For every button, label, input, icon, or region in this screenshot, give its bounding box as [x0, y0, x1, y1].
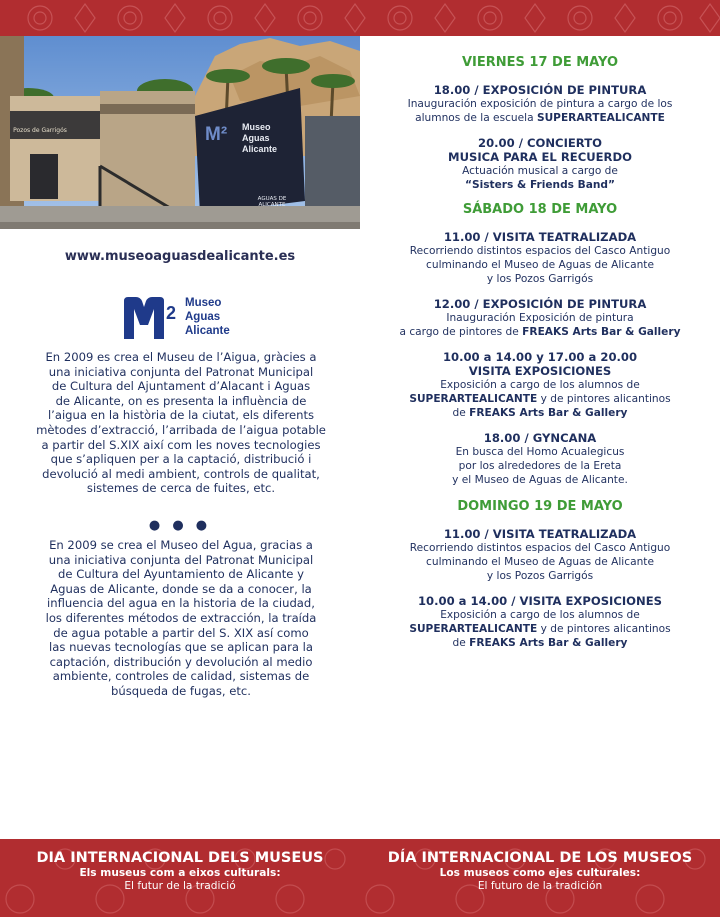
- text-line: En 2009 es crea el Museu de l’Aigua, gràcies a: [45, 350, 317, 364]
- description-text: de: [452, 407, 470, 419]
- description-text: Recorriendo distintos espacios del Casco Antiguo: [409, 542, 671, 554]
- text-line: búsqueda de fugas, etc.: [111, 683, 251, 698]
- website-url[interactable]: www.museoaguasdealicante.es: [64, 249, 296, 264]
- description-text: y los Pozos Garrigós: [486, 570, 594, 582]
- event-description: [360, 378, 720, 392]
- footer-tagline: El futur de la tradició: [124, 880, 236, 892]
- event-item: [360, 230, 720, 286]
- event-description: [360, 325, 720, 339]
- sign-line: Aguas: [242, 133, 270, 143]
- event-description: [360, 97, 720, 111]
- event-description: [360, 636, 720, 650]
- highlight-text: SUPERARTEALICANTE: [409, 393, 538, 405]
- text-line: de Alicante, on es presenta la influència de: [55, 393, 307, 408]
- museum-logo: [122, 295, 242, 341]
- event-description: [360, 244, 720, 258]
- event-description: [360, 406, 720, 420]
- footer-title: DÍA INTERNACIONAL DE LOS MUSEOS: [387, 850, 693, 866]
- intro-paragraph-spanish: [30, 538, 332, 699]
- top-pattern-band: [0, 0, 720, 36]
- description-text: En busca del Homo Acualegicus: [455, 446, 625, 458]
- text-line: una iniciativa conjunta del Patronat Municipal: [48, 552, 314, 567]
- event-description: [360, 555, 720, 569]
- sign-text: [242, 122, 277, 155]
- event-description: [360, 445, 720, 459]
- event-title: 20.00 / CONCIERTO: [478, 136, 602, 150]
- footer-subtitle: Els museus com a eixos culturals:: [79, 867, 281, 879]
- day-heading: DOMINGO 19 DE MAYO: [457, 499, 623, 514]
- text-line: los diferentes métodos de extracción, la traída: [45, 610, 317, 625]
- m2-logo-icon: [122, 295, 184, 341]
- description-text: a cargo de pintores de: [399, 326, 523, 338]
- description-text: y los Pozos Garrigós: [486, 273, 594, 285]
- description-text: por los alrededores de la Ereta: [458, 460, 622, 472]
- event-description: [360, 111, 720, 125]
- text-line: mètodes d’extracció, l’arribada de l’aigua potable: [36, 422, 326, 437]
- description-text: Exposición a cargo de los alumnos de: [440, 609, 640, 621]
- intro-paragraph-catalan: [30, 350, 332, 496]
- day-heading: VIERNES 17 DE MAYO: [461, 55, 618, 70]
- sign-line: Museo: [242, 122, 271, 132]
- day-heading: SÁBADO 18 DE MAYO: [462, 202, 618, 217]
- event-description: [360, 272, 720, 286]
- text-line: de Cultura del Ayuntamiento de Alicante y: [58, 567, 304, 582]
- description-text: y de pintores alicantinos: [537, 623, 671, 635]
- sign-brand: AGUAS DE ALICANTE: [257, 196, 287, 208]
- event-title: 11.00 / VISITA TEATRALIZADA: [443, 527, 637, 541]
- event-title: VISITA EXPOSICIONES: [468, 364, 612, 378]
- footer-subtitle: Los museos como ejes culturales:: [439, 867, 641, 879]
- svg-text:2: 2: [166, 303, 177, 323]
- event-description: [360, 569, 720, 583]
- highlight-text: FREAKS Arts Bar & Gallery: [469, 407, 628, 419]
- event-description: [360, 473, 720, 487]
- event-description: [360, 258, 720, 272]
- event-description: [360, 608, 720, 622]
- logo-line: Aguas: [185, 311, 221, 323]
- footer-title: DIA INTERNACIONAL DELS MUSEUS: [36, 850, 324, 866]
- description-text: culminando el Museo de Aguas de Alicante: [426, 556, 654, 568]
- text-line: captación, distribución y devolución al medio: [49, 654, 313, 669]
- event-title: 10.00 a 14.00 / VISITA EXPOSICIONES: [417, 594, 663, 608]
- text-line: En 2009 se crea el Museo del Agua, gracias a: [49, 538, 313, 552]
- event-description: [360, 622, 720, 636]
- text-line: a partir del S.XIX així com les noves tecnologies: [41, 437, 321, 452]
- text-line: de Cultura del Ajuntament d’Alacant i Aguas: [51, 379, 311, 394]
- event-description: [360, 311, 720, 325]
- event-description: [360, 178, 720, 192]
- footer-tagline: El futuro de la tradición: [477, 880, 603, 892]
- text-line: que s’apliquen per a la captació, distribució i: [50, 452, 312, 467]
- text-line: las nuevas tecnologías que se aplican para la: [49, 640, 313, 655]
- logo-wordmark: [185, 296, 230, 338]
- description-text: Inauguración Exposición de pintura: [446, 312, 634, 324]
- text-line: influencia del agua en la historia de la ciudad,: [47, 596, 315, 611]
- event-item: [360, 297, 720, 339]
- text-line: Aguas de Alicante, donde se da a conocer, la: [50, 581, 312, 596]
- event-description: [360, 459, 720, 473]
- event-item: [360, 431, 720, 487]
- description-text: Inauguración exposición de pintura a cargo de los: [407, 98, 673, 110]
- logo-line: Alicante: [185, 325, 230, 337]
- description-text: Actuación musical a cargo de: [462, 165, 618, 177]
- footer-catalan: [0, 850, 360, 893]
- text-line: sistemes de cerca de fuites, etc.: [86, 481, 276, 496]
- sign-logo-mark: M²: [205, 124, 228, 145]
- event-item: [360, 83, 720, 125]
- text-line: de agua potable a partir del S. XIX así como: [53, 625, 309, 640]
- plaque-text: Pozos de Garrigós: [13, 127, 67, 134]
- ornament-pattern: [0, 0, 720, 36]
- event-description: [360, 392, 720, 406]
- description-text: y de pintores alicantinos: [537, 393, 671, 405]
- event-program: [360, 55, 720, 650]
- event-description: [360, 164, 720, 178]
- highlight-text: FREAKS Arts Bar & Gallery: [469, 637, 628, 649]
- highlight-text: SUPERARTEALICANTE: [409, 623, 538, 635]
- text-line: ambiente, controles de calidad, sistemas de: [52, 669, 310, 684]
- event-title: 18.00 / EXPOSICIÓN DE PINTURA: [433, 83, 647, 97]
- event-title: MUSICA PARA EL RECUERDO: [448, 150, 632, 164]
- event-title: 11.00 / VISITA TEATRALIZADA: [443, 230, 637, 244]
- event-item: [360, 527, 720, 583]
- highlight-text: “Sisters & Friends Band”: [465, 179, 615, 191]
- event-title: 18.00 / GYNCANA: [483, 431, 597, 445]
- description-text: de: [452, 637, 470, 649]
- highlight-text: FREAKS Arts Bar & Gallery: [522, 326, 681, 338]
- logo-line: Museo: [185, 297, 222, 309]
- event-title: 10.00 a 14.00 y 17.00 a 20.00: [442, 350, 638, 364]
- sign-line: Alicante: [242, 144, 278, 154]
- museum-photo: [0, 36, 360, 229]
- event-item: [360, 350, 720, 420]
- separator-dots: ● ● ●: [148, 518, 212, 533]
- description-text: culminando el Museo de Aguas de Alicante: [426, 259, 654, 271]
- text-line: una iniciativa conjunta del Patronat Municipal: [48, 364, 314, 379]
- highlight-text: SUPERARTEALICANTE: [536, 112, 665, 124]
- description-text: alumnos de la escuela: [415, 112, 537, 124]
- footer-spanish: [360, 850, 720, 893]
- event-description: [360, 541, 720, 555]
- text-line: l’aigua en la història de la ciutat, els diferents: [47, 408, 315, 423]
- description-text: Exposición a cargo de los alumnos de: [440, 379, 640, 391]
- description-text: Recorriendo distintos espacios del Casco Antiguo: [409, 245, 671, 257]
- event-title: 12.00 / EXPOSICIÓN DE PINTURA: [433, 297, 647, 311]
- text-line: devolució al medi ambient, controls de qualitat,: [42, 466, 320, 481]
- event-item: [360, 594, 720, 650]
- event-item: [360, 136, 720, 192]
- description-text: y el Museo de Aguas de Alicante.: [452, 474, 628, 486]
